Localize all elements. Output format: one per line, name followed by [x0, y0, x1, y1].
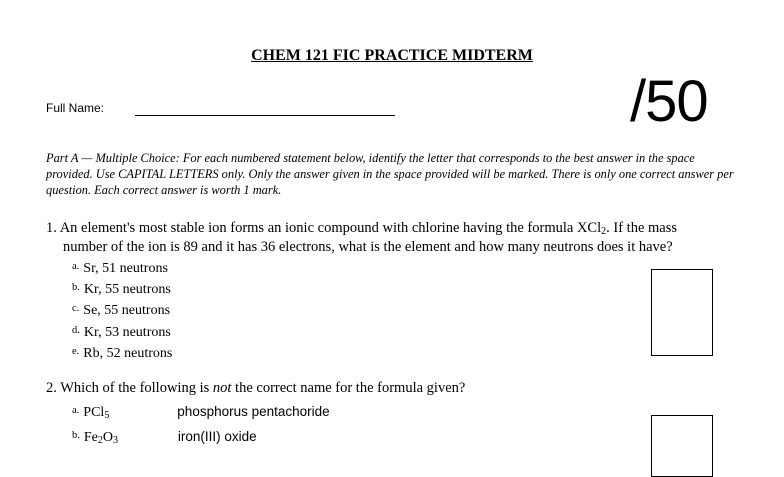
option-letter: a. — [72, 405, 80, 416]
full-name-label: Full Name: — [46, 101, 105, 115]
answer-box-2[interactable] — [651, 415, 713, 477]
option-1e — [72, 344, 172, 362]
option-1b — [72, 280, 171, 298]
question-2 — [46, 379, 465, 397]
option-letter: a. — [72, 261, 80, 272]
option-name: iron(III) oxide — [177, 429, 257, 444]
option-1d — [72, 323, 171, 341]
option-text: Kr, 55 neutrons — [83, 282, 171, 297]
option-1c — [72, 301, 170, 319]
option-letter: d. — [72, 325, 80, 336]
option-2a — [72, 403, 330, 421]
document-title: CHEM 121 FIC PRACTICE MIDTERM — [251, 47, 533, 64]
option-name: phosphorus pentachoride — [177, 404, 330, 419]
formula-subscript: 2 — [601, 226, 607, 237]
question-text-cont: . If the mass — [606, 220, 678, 236]
question-emphasis: not — [212, 380, 232, 396]
question-text: Which of the following is — [60, 380, 213, 396]
question-text: An element's most stable ion forms an ionic compound with chlorine having the formula XCl — [59, 220, 602, 236]
option-letter: b. — [72, 282, 80, 293]
option-2b — [72, 428, 257, 446]
option-formula: $Fe_2O_3$ — [83, 430, 118, 446]
question-1-line-2: number of the ion is 89 and it has 36 electrons, what is the element and how many neutrons does it have? — [63, 239, 673, 255]
option-text: Kr, 53 neutrons — [83, 325, 171, 340]
option-1a — [72, 259, 168, 277]
option-text: Rb, 52 neutrons — [83, 346, 173, 361]
question-number: 1. — [46, 220, 57, 236]
option-letter: b. — [72, 430, 80, 441]
answer-box-1[interactable] — [651, 269, 713, 356]
option-letter: c. — [72, 303, 80, 314]
option-text: Sr, 51 neutrons — [83, 261, 168, 276]
question-1 — [46, 219, 746, 257]
score-total: /50 — [630, 69, 708, 134]
option-formula: PCl$_5$ — [83, 405, 110, 421]
question-text-cont: the correct name for the formula given? — [231, 380, 466, 396]
instructions-text: Part A — Multiple Choice: For each numbered statement below, identify the letter that corresponds to the best answer in the space provided. Use CAPITAL LETTERS only. Only the answer given in the space provided will be marked. There is only one correct answer per question. Each correct answer is worth 1 mark. — [46, 151, 734, 197]
option-letter: e. — [72, 346, 80, 357]
question-number: 2. — [46, 380, 57, 396]
full-name-line[interactable] — [135, 115, 395, 116]
option-text: Se, 55 neutrons — [83, 303, 171, 318]
question-1-line-1 — [46, 219, 746, 238]
